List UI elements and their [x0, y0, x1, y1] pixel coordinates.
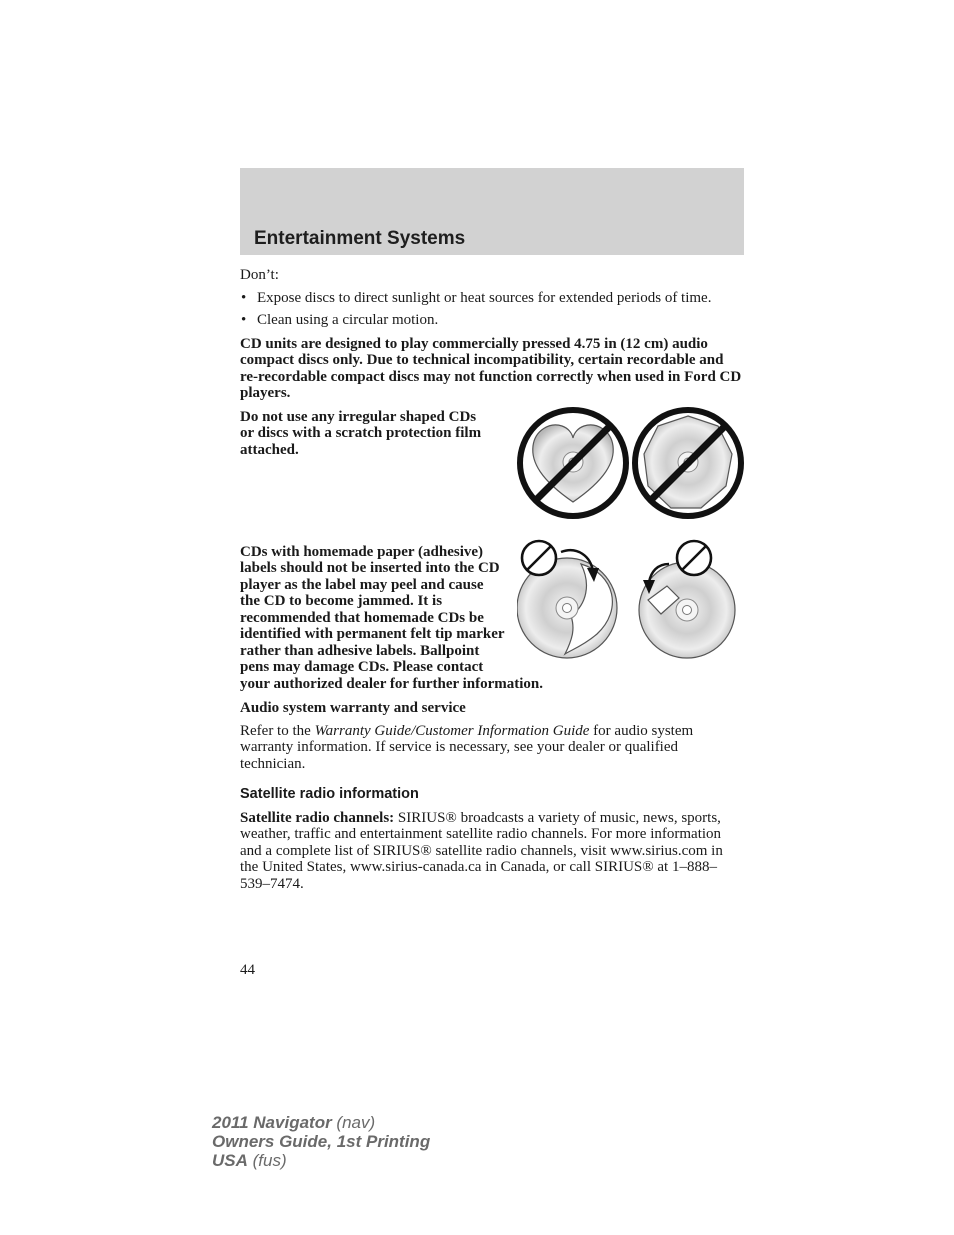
dont-list [240, 290, 744, 329]
warranty-paragraph [240, 723, 744, 773]
label-disc-icon [639, 562, 735, 658]
warranty-text-after: for audio system warranty information. If service is necessary, see your dealer or qualified technician. [240, 722, 694, 772]
irregular-discs-notice: Do not use any irregular shaped CDs or discs with a scratch protection film attached. [240, 408, 482, 458]
footer-region: USA [212, 1151, 248, 1170]
homemade-labels-section [240, 544, 744, 693]
warranty-text-before: Refer to the [240, 722, 315, 739]
footer-model-line [212, 1113, 430, 1132]
prohibited-sign-icon [677, 541, 711, 575]
page-content [240, 267, 744, 892]
satellite-channels-text: SIRIUS® broadcasts a variety of music, news, sports, weather, traffic and entertainment satellite radio channels. For more information and a complete list of SIRIUS® satellite radio channels, visit www.sirius.com in the United States, www.sirius-canada.ca in Canada, or call SIRIUS® at 1–888–539–7474. [240, 809, 723, 892]
irregular-discs-prohibited-illustration [517, 404, 747, 528]
section-title: Entertainment Systems [254, 228, 466, 249]
footer-model-code: (nav) [331, 1113, 376, 1132]
homemade-labels-notice: CDs with homemade paper (adhesive) labels should not be inserted into the CD player as the label may peel and cause the CD to become jammed. It is recommended that homemade CDs be identified with permanent felt tip marker rather than adhesive labels. Ballpoint pens may damage CDs. Please contact your authorized dealer for further information. [240, 543, 544, 692]
adhesive-labels-prohibited-illustration [517, 538, 747, 660]
satellite-paragraph [240, 810, 744, 893]
list-item: • Clean using a circular motion. [240, 312, 744, 329]
page-number: 44 [240, 962, 255, 978]
satellite-heading: Satellite radio information [240, 786, 419, 802]
section-header-band [240, 168, 744, 255]
footer-region-line [212, 1151, 430, 1170]
list-item: • Expose discs to direct sunlight or heat sources for extended periods of time. [240, 290, 744, 307]
warranty-guide-title: Warranty Guide/Customer Information Guide [314, 722, 590, 739]
footer-region-code: (fus) [247, 1151, 287, 1170]
irregular-discs-section [240, 409, 744, 537]
prohibited-sign-icon [522, 541, 556, 575]
footer-model: 2011 Navigator [212, 1113, 332, 1132]
footer-guide-line: Owners Guide, 1st Printing [212, 1132, 431, 1151]
warranty-heading: Audio system warranty and service [240, 700, 466, 716]
document-footer [212, 1113, 430, 1170]
satellite-channels-label: Satellite radio channels: [240, 809, 395, 826]
cd-units-notice: CD units are designed to play commercially pressed 4.75 in (12 cm) audio compact discs only. Due to technical incompatibility, certain recordable and re-recordable compact discs may not function correctly when used in Ford CD players. [240, 335, 742, 401]
dont-label: Don’t: [240, 267, 279, 283]
